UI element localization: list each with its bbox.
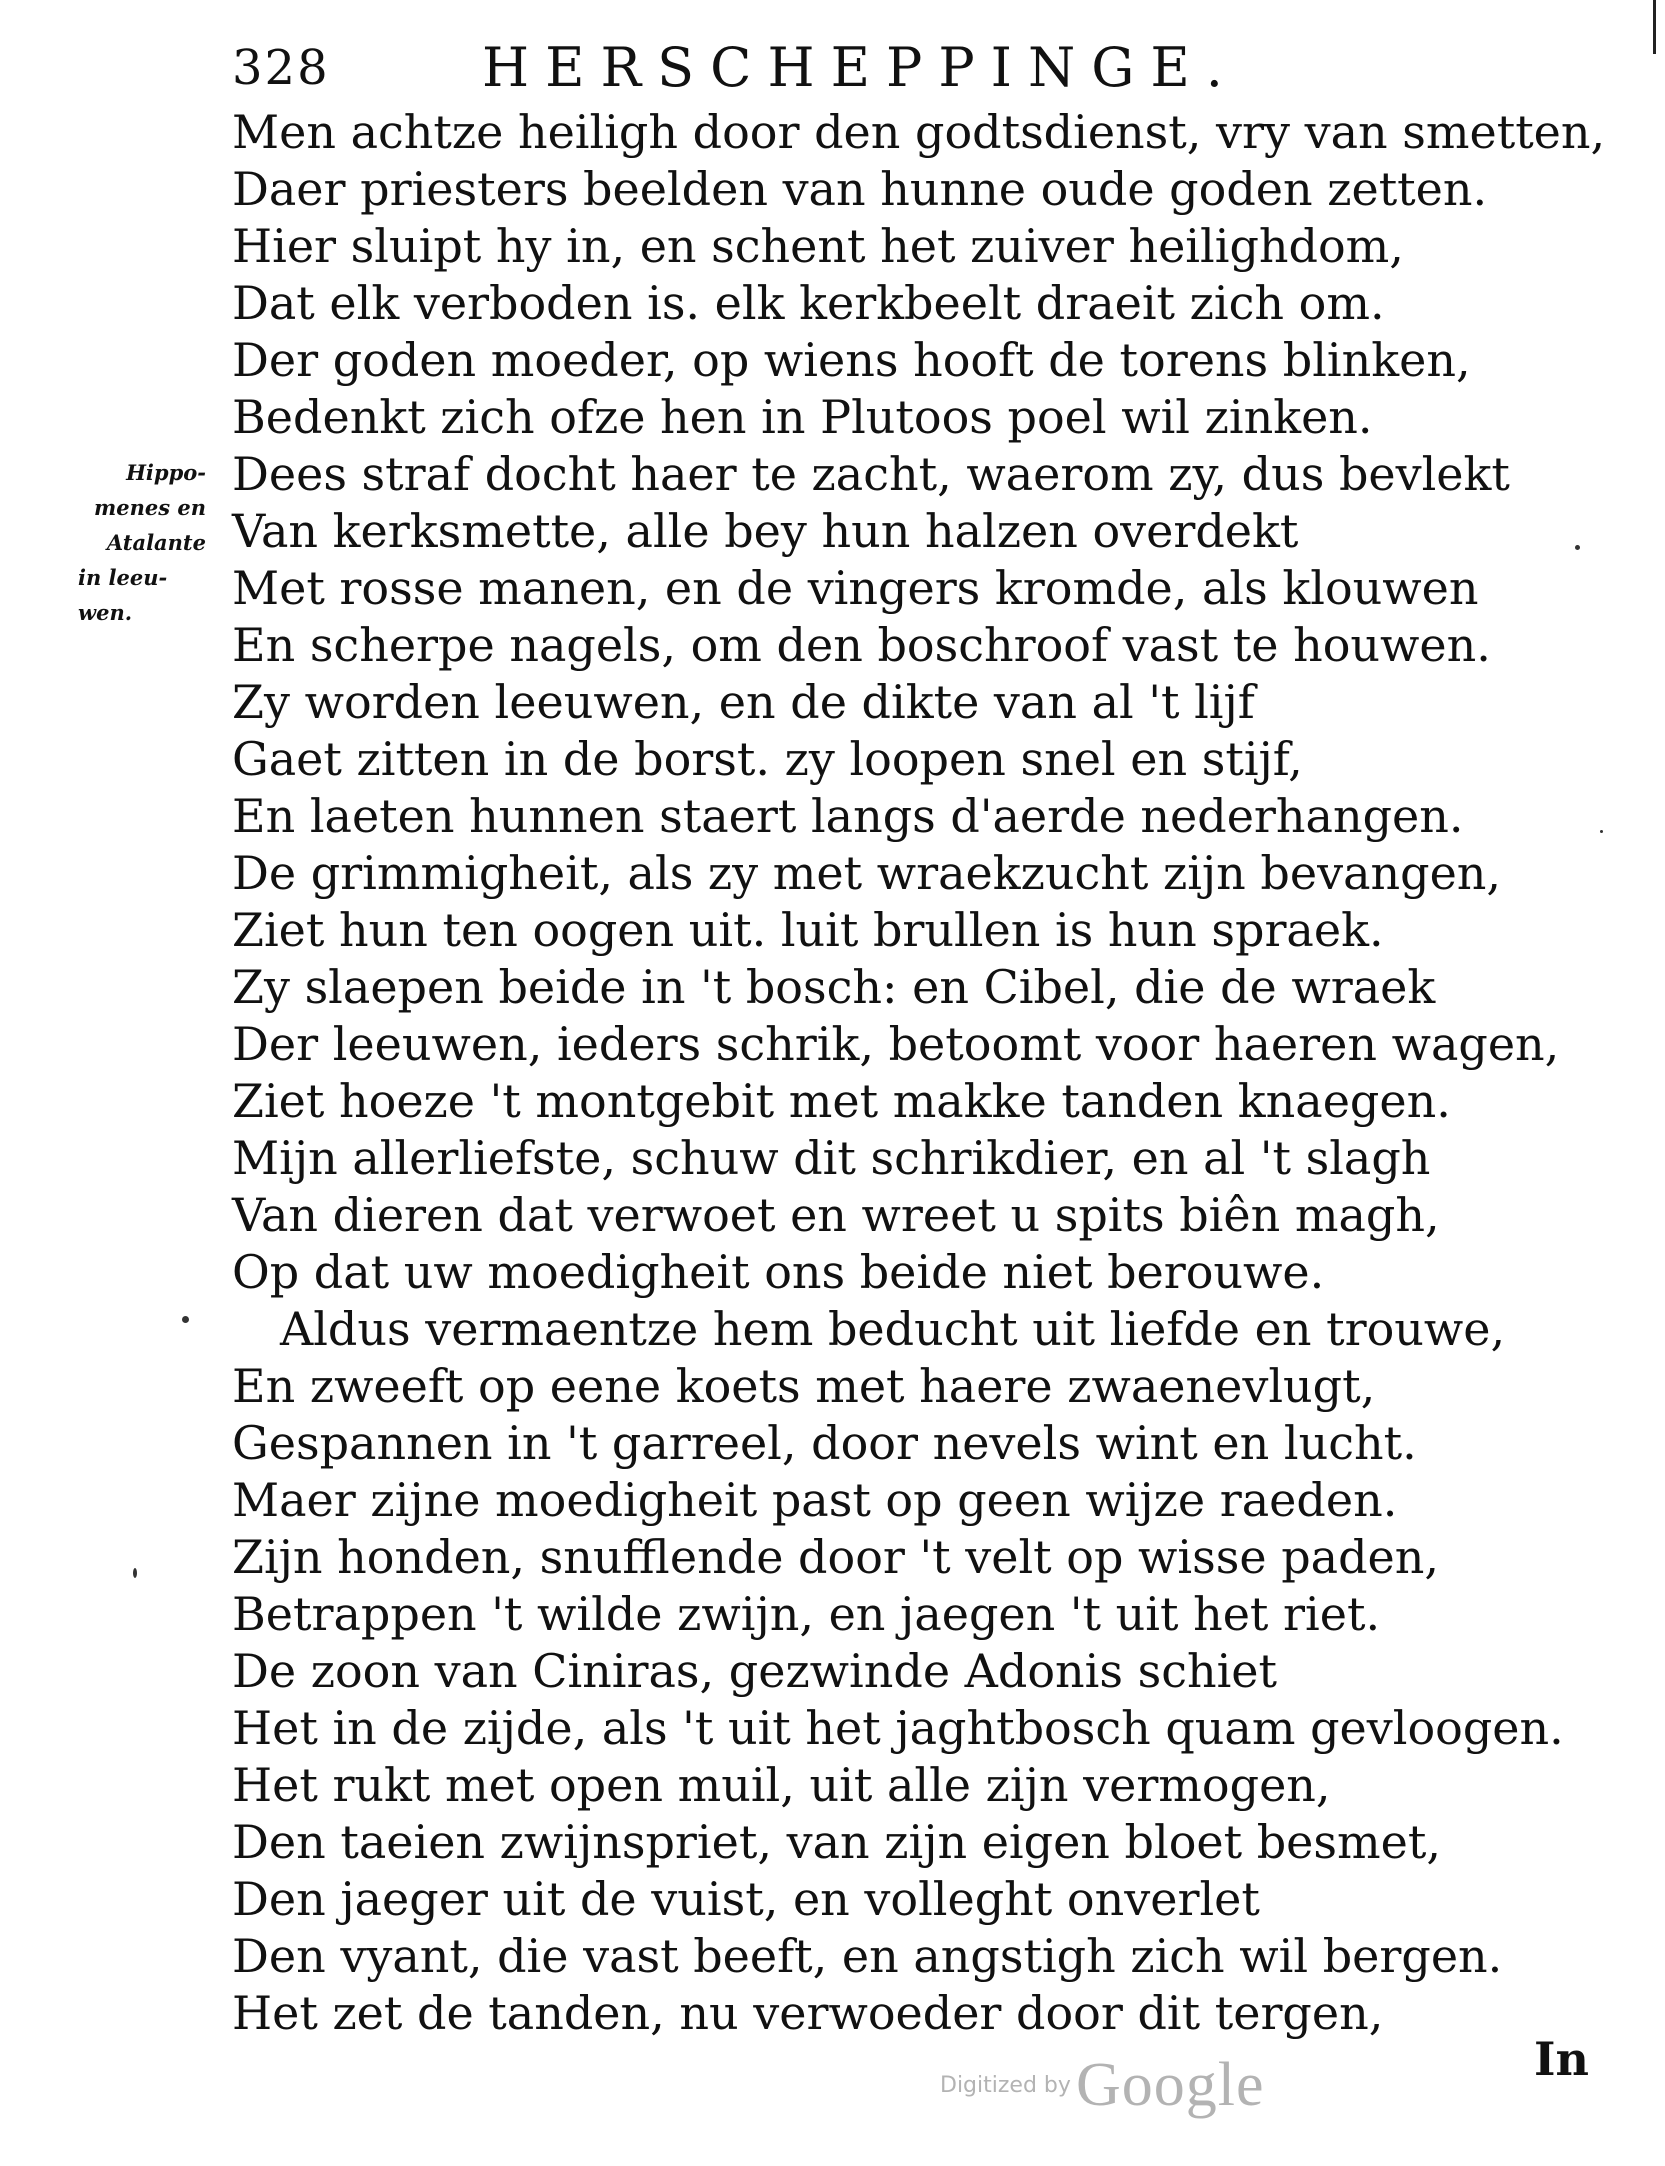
verse-line: Maer zijne moedigheit past op geen wijze raeden.	[232, 1473, 1398, 1527]
verse-line: Aldus vermaentze hem beducht uit liefde en trouwe,	[280, 1302, 1506, 1356]
verse-line: Zy slaepen beide in 't bosch: en Cibel, die de wraek	[232, 960, 1436, 1014]
catchword: In	[1534, 2032, 1589, 2086]
verse-line: Daer priesters beelden van hunne oude goden zetten.	[232, 162, 1488, 216]
verse-line: De zoon van Ciniras, gezwinde Adonis schiet	[232, 1644, 1278, 1698]
verse-line: Het rukt met open muil, uit alle zijn vermogen,	[232, 1758, 1331, 1812]
verse-line: Op dat uw moedigheit ons beide niet berouwe.	[232, 1245, 1325, 1299]
verse-line: Der leeuwen, ieders schrik, betoomt voor haeren wagen,	[232, 1017, 1560, 1071]
verse-line: De grimmigheit, als zy met wraekzucht zijn bevangen,	[232, 846, 1502, 900]
marginal-note-line: wen.	[78, 600, 133, 625]
verse-line: Hier sluipt hy in, en schent het zuiver heilighdom,	[232, 219, 1404, 273]
running-title: HERSCHEPPINGE.	[482, 36, 1239, 99]
verse-line: Van dieren dat verwoet en wreet u spits biên magh,	[232, 1188, 1440, 1242]
verse-line: Men achtze heiligh door den godtsdienst, vry van smetten,	[232, 105, 1606, 159]
watermark-prefix: Digitized by	[940, 2073, 1071, 2098]
verse-line: Betrappen 't wilde zwijn, en jaegen 't uit het riet.	[232, 1587, 1381, 1641]
marginal-note-line: menes en	[94, 495, 206, 520]
verse-line: Gespannen in 't garreel, door nevels wint en lucht.	[232, 1416, 1417, 1470]
marginal-note	[52, 455, 222, 630]
verse-line: Dees straf docht haer te zacht, waerom zy, dus bevlekt	[232, 447, 1510, 501]
ink-speck	[133, 1568, 137, 1578]
verse-line: Van kerksmette, alle bey hun halzen overdekt	[232, 504, 1299, 558]
verse-line: Het zet de tanden, nu verwoeder door dit tergen,	[232, 1986, 1384, 2040]
ink-speck	[182, 1316, 189, 1323]
verse-line: Mijn allerliefste, schuw dit schrikdier, en al 't slagh	[232, 1131, 1431, 1185]
page-number: 328	[232, 40, 330, 96]
verse-line: Zijn honden, snufflende door 't velt op wisse paden,	[232, 1530, 1439, 1584]
marginal-note-line: Atalante	[106, 530, 206, 555]
page-edge-mark	[1653, 0, 1656, 54]
google-logo: Google	[1076, 2051, 1265, 2119]
page-header	[0, 30, 1665, 100]
marginal-note-line: in leeu-	[78, 565, 168, 590]
verse-line: Den vyant, die vast beeft, en angstigh zich wil bergen.	[232, 1929, 1503, 1983]
verse-line: Bedenkt zich ofze hen in Plutoos poel wil zinken.	[232, 390, 1373, 444]
verse-line: Den jaeger uit de vuist, en volleght onverlet	[232, 1872, 1260, 1926]
verse-text	[232, 104, 1652, 2042]
verse-line: En zweeft op eene koets met haere zwaenevlugt,	[232, 1359, 1376, 1413]
ink-speck	[1600, 830, 1603, 833]
verse-line: En scherpe nagels, om den boschroof vast te houwen.	[232, 618, 1491, 672]
marginal-note-line: Hippo-	[126, 460, 206, 485]
ink-speck	[1575, 545, 1580, 550]
verse-line: Der goden moeder, op wiens hooft de torens blinken,	[232, 333, 1471, 387]
google-watermark	[940, 2050, 1265, 2121]
verse-line: Zy worden leeuwen, en de dikte van al 't lijf	[232, 675, 1255, 729]
verse-line: Met rosse manen, en de vingers kromde, als klouwen	[232, 561, 1479, 615]
verse-line: Dat elk verboden is. elk kerkbeelt draeit zich om.	[232, 276, 1385, 330]
verse-line: Den taeien zwijnspriet, van zijn eigen bloet besmet,	[232, 1815, 1441, 1869]
verse-line: En laeten hunnen staert langs d'aerde nederhangen.	[232, 789, 1464, 843]
verse-line: Het in de zijde, als 't uit het jaghtbosch quam gevloogen.	[232, 1701, 1564, 1755]
verse-line: Ziet hun ten oogen uit. luit brullen is hun spraek.	[232, 903, 1384, 957]
verse-line: Gaet zitten in de borst. zy loopen snel en stijf,	[232, 732, 1303, 786]
verse-line: Ziet hoeze 't montgebit met makke tanden knaegen.	[232, 1074, 1451, 1128]
